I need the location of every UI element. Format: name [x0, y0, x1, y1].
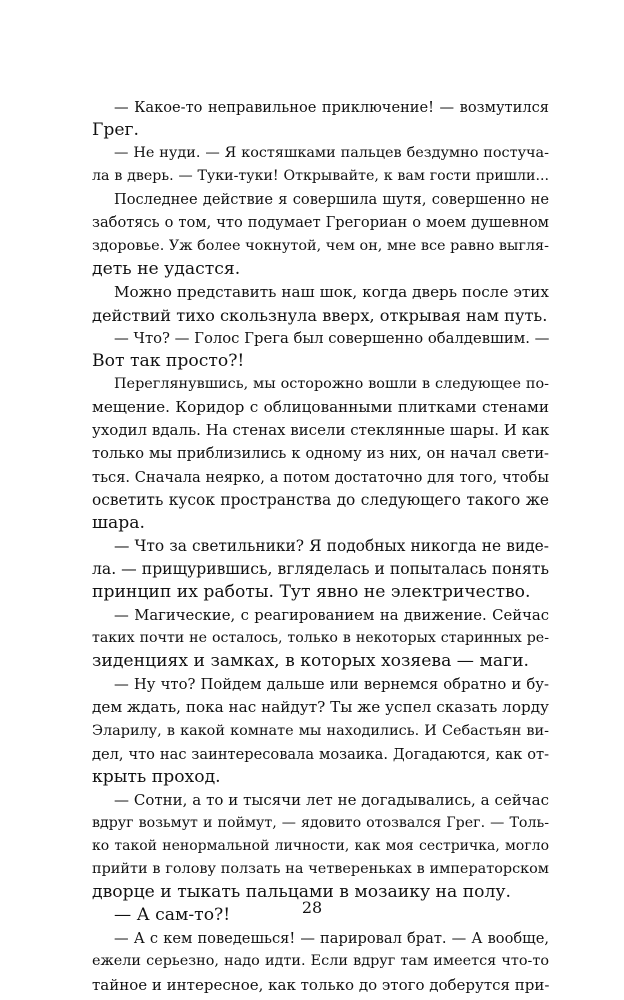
text-line: здоровье. Уж более чокнутой, чем он, мне все равно выгля- [92, 237, 549, 254]
text-line: Эларилу, в какой комнате мы находились. И Себастьян ви- [92, 722, 549, 739]
text-line: ться. Сначала неярко, а потом достаточно для того, чтобы [92, 468, 549, 486]
text-line: вдруг возьмут и поймут, — ядовито отозвался Грег. — Толь- [92, 814, 549, 831]
text-line: деть не удастся. [92, 258, 241, 279]
text-line: — А сам-то?! [114, 905, 231, 926]
text-line: прийти в голову ползать на четвереньках в императорском [92, 861, 549, 878]
text-line: крыть проход. [92, 766, 221, 787]
text-line: таких почти не осталось, только в некоторых старинных ре- [92, 630, 549, 647]
page-number: 28 [301, 898, 323, 917]
text-line: дворце и тыкать пальцами в мозаику на полу. [92, 882, 512, 903]
text-line: ла. — прищурившись, вгляделась и попыталась понять [92, 559, 549, 578]
text-line: — Сотни, а то и тысячи лет не догадывались, а сейчас [114, 790, 549, 809]
text-line: — А с кем поведешься! — парировал брат. — А вообще, [114, 930, 549, 948]
text-line: Переглянувшись, мы осторожно вошли в следующее по- [114, 376, 549, 393]
text-line: тайное и интересное, как только до этого доберутся при- [92, 975, 550, 994]
text-line: зиденциях и замках, в которых хозяева — маги. [92, 651, 529, 672]
text-line: дем ждать, пока нас найдут? Ты же успел сказать лорду [92, 698, 549, 717]
text-line: ко такой ненормальной личности, как моя сестричка, могло [92, 838, 549, 854]
text-line: ежели серьезно, надо идти. Если вдруг там имеется что-то [92, 953, 549, 970]
text-line: действий тихо скользнула вверх, открывая нам путь. [92, 305, 548, 325]
text-line: — Не нуди. — Я костяшками пальцев бездумно постуча- [114, 145, 549, 162]
text-line: Можно представить наш шок, когда дверь после этих [114, 282, 549, 301]
text-line: — Магические, с реагированием на движение. Сейчас [114, 607, 549, 625]
text-line: ла в дверь. — Туки-туки! Открывайте, к вам гости пришли... [92, 168, 549, 185]
text-line: — Ну что? Пойдем дальше или вернемся обратно и бу- [114, 676, 549, 694]
text-line: Последнее действие я совершила шутя, совершенно не [114, 191, 549, 209]
body-text [92, 96, 549, 997]
text-line: Вот так просто?! [92, 351, 245, 372]
text-line: — Что? — Голос Грега был совершенно обалдевшим. — [114, 329, 550, 347]
text-line: Грег. [92, 120, 140, 141]
text-line: заботясь о том, что подумает Грегориан о моем душевном [92, 214, 549, 232]
text-line: принцип их работы. Тут явно не электричество. [92, 581, 531, 602]
text-line: дел, что нас заинтересовала мозаика. Догадаются, как от- [92, 745, 549, 763]
text-line: — Что за светильники? Я подобных никогда не виде- [114, 536, 549, 555]
text-line: только мы приблизились к одному из них, он начал свети- [92, 445, 549, 463]
text-line: шара. [92, 512, 145, 533]
text-line: уходил вдаль. На стенах висели стеклянные шары. И как [92, 421, 550, 440]
text-line: — Какое-то неправильное приключение! — возмутился [114, 99, 549, 116]
text-line: мещение. Коридор с облицованными плитками стенами [92, 398, 549, 417]
text-line: осветить кусок пространства до следующего такого же [92, 490, 549, 509]
